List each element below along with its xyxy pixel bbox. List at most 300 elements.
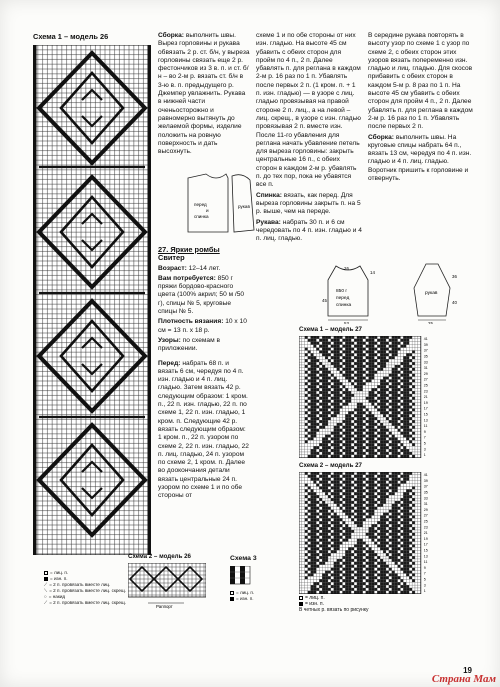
chart-cell <box>311 432 314 435</box>
chart-cell <box>386 524 389 527</box>
chart-cell <box>392 429 395 432</box>
chart-cell <box>366 443 369 446</box>
chart-cell <box>412 574 415 577</box>
chart-cell <box>409 397 412 400</box>
chart-cell <box>345 550 348 553</box>
chart-cell <box>331 371 334 374</box>
chart-cell <box>403 495 406 498</box>
chart-cell <box>360 472 363 475</box>
chart-cell <box>383 397 386 400</box>
chart-cell <box>340 556 343 559</box>
chart-cell <box>403 507 406 510</box>
chart-cell <box>395 400 398 403</box>
chart-cell <box>409 536 412 539</box>
chart-cell <box>308 516 311 519</box>
chart-cell <box>345 348 348 351</box>
chart-cell <box>392 426 395 429</box>
row-number: 11 <box>423 424 428 429</box>
chart-cell <box>383 382 386 385</box>
chart-cell <box>392 356 395 359</box>
chart-cell <box>348 403 351 406</box>
chart-cell <box>401 510 404 513</box>
chart-cell <box>305 504 308 507</box>
chart-cell <box>351 368 354 371</box>
row-number: 27 <box>423 513 428 518</box>
chart-cell <box>331 530 334 533</box>
chart-cell <box>409 362 412 365</box>
chart-cell <box>354 385 357 388</box>
chart-cell <box>412 504 415 507</box>
chart-cell <box>401 426 404 429</box>
chart-cell <box>348 391 351 394</box>
chart-cell <box>348 420 351 423</box>
chart-cell <box>311 487 314 490</box>
chart-cell <box>357 547 360 550</box>
chart-cell <box>383 539 386 542</box>
chart-cell <box>403 513 406 516</box>
chart-cell <box>314 394 317 397</box>
chart-cell <box>328 348 331 351</box>
chart-cell <box>316 423 319 426</box>
chart-cell <box>392 498 395 501</box>
chart-cell <box>369 385 372 388</box>
chart-cell <box>331 342 334 345</box>
chart-cell <box>377 353 380 356</box>
chart-cell <box>316 371 319 374</box>
chart-cell <box>366 489 369 492</box>
chart-cell <box>360 455 363 458</box>
chart-cell <box>372 498 375 501</box>
chart-cell <box>334 449 337 452</box>
chart-cell <box>345 568 348 571</box>
chart-cell <box>348 553 351 556</box>
chart-cell <box>377 397 380 400</box>
chart-cell <box>357 397 360 400</box>
chart-cell <box>403 545 406 548</box>
chart-cell <box>418 562 421 565</box>
chart-cell <box>409 429 412 432</box>
chart-cell <box>377 579 380 582</box>
chart-cell <box>360 507 363 510</box>
chart-cell <box>403 455 406 458</box>
chart-cell <box>369 452 372 455</box>
chart-cell <box>302 394 305 397</box>
chart-cell <box>389 382 392 385</box>
chart-cell <box>334 388 337 391</box>
chart-cell <box>395 516 398 519</box>
chart-cell <box>316 432 319 435</box>
chart-cell <box>383 406 386 409</box>
chart-cell <box>415 574 418 577</box>
chart-cell <box>406 351 409 354</box>
chart-cell <box>305 345 308 348</box>
chart-cell <box>311 391 314 394</box>
chart-cell <box>354 521 357 524</box>
chart-cell <box>325 576 328 579</box>
chart-cell <box>380 356 383 359</box>
chart-cell <box>334 556 337 559</box>
chart-cell <box>363 414 366 417</box>
chart-cell <box>340 429 343 432</box>
chart-cell <box>363 388 366 391</box>
chart-cell <box>372 507 375 510</box>
chart-cell <box>328 576 331 579</box>
chart-cell <box>351 443 354 446</box>
chart-cell <box>302 429 305 432</box>
chart-cell <box>395 382 398 385</box>
chart-cell <box>314 406 317 409</box>
chart-cell <box>328 336 331 339</box>
chart-cell <box>316 536 319 539</box>
chart-cell <box>343 530 346 533</box>
chart-cell <box>308 356 311 359</box>
chart-cell <box>316 547 319 550</box>
chart-cell <box>360 377 363 380</box>
chart-cell <box>377 455 380 458</box>
chart-cell <box>311 568 314 571</box>
chart-cell <box>380 374 383 377</box>
chart-cell <box>398 336 401 339</box>
chart-cell <box>354 472 357 475</box>
chart-cell <box>363 565 366 568</box>
chart-cell <box>377 339 380 342</box>
chart-cell <box>374 542 377 545</box>
chart-cell <box>316 527 319 530</box>
chart-cell <box>418 478 421 481</box>
chart-cell <box>412 423 415 426</box>
chart-cell <box>331 339 334 342</box>
chart-cell <box>406 440 409 443</box>
chart-cell <box>380 536 383 539</box>
chart-cell <box>351 452 354 455</box>
chart-cell <box>398 542 401 545</box>
chart-cell <box>334 518 337 521</box>
chart-cell <box>415 475 418 478</box>
chart-cell <box>369 397 372 400</box>
chart-cell <box>403 492 406 495</box>
chart-cell <box>363 411 366 414</box>
chart-cell <box>377 475 380 478</box>
chart-cell <box>343 501 346 504</box>
chart-cell <box>380 498 383 501</box>
chart-cell <box>325 368 328 371</box>
chart-cell <box>311 342 314 345</box>
chart-cell <box>389 571 392 574</box>
chart-cell <box>337 527 340 530</box>
chart-cell <box>363 403 366 406</box>
chart-cell <box>357 336 360 339</box>
chart-cell <box>366 472 369 475</box>
chart-cell <box>334 495 337 498</box>
chart-cell <box>322 498 325 501</box>
chart-cell <box>322 487 325 490</box>
chart-cell <box>328 385 331 388</box>
chart-cell <box>328 420 331 423</box>
diagram-40: 40 <box>452 300 457 305</box>
chart-cell <box>386 516 389 519</box>
chart-cell <box>401 579 404 582</box>
chart-cell <box>369 487 372 490</box>
chart-cell <box>389 556 392 559</box>
chart-cell <box>302 591 305 594</box>
chart-cell <box>308 556 311 559</box>
chart-cell <box>308 550 311 553</box>
chart-cell <box>363 365 366 368</box>
chart-cell <box>377 545 380 548</box>
chart-cell <box>374 356 377 359</box>
chart-cell <box>308 339 311 342</box>
chart-cell <box>302 576 305 579</box>
sweater-sketch-26 <box>176 170 258 240</box>
chart-cell <box>395 579 398 582</box>
chart-cell <box>406 356 409 359</box>
chart-cell <box>325 536 328 539</box>
chart-cell <box>372 348 375 351</box>
chart-cell <box>412 411 415 414</box>
chart-cell <box>337 524 340 527</box>
purl-square-icon <box>299 602 303 606</box>
chart-cell <box>305 435 308 438</box>
chart-cell <box>377 432 380 435</box>
chart-cell <box>369 406 372 409</box>
chart-cell <box>406 576 409 579</box>
chart-cell <box>418 388 421 391</box>
chart-cell <box>401 565 404 568</box>
chart-cell <box>354 417 357 420</box>
chart-cell <box>345 345 348 348</box>
chart-cell <box>374 429 377 432</box>
chart-cell <box>354 438 357 441</box>
chart-cell <box>314 495 317 498</box>
chart-cell <box>369 351 372 354</box>
chart-cell <box>392 478 395 481</box>
chart-cell <box>351 576 354 579</box>
chart-cell <box>398 591 401 594</box>
chart-cell <box>412 518 415 521</box>
chart-cell <box>412 521 415 524</box>
chart-cell <box>389 582 392 585</box>
chart-cell <box>415 542 418 545</box>
chart-cell <box>308 365 311 368</box>
chart-cell <box>345 394 348 397</box>
chart-cell <box>372 559 375 562</box>
chart-cell <box>308 533 311 536</box>
chart-cell <box>337 353 340 356</box>
chart-cell <box>363 394 366 397</box>
chart-cell <box>345 553 348 556</box>
chart-cell <box>328 481 331 484</box>
chart-cell <box>340 481 343 484</box>
chart-cell <box>415 556 418 559</box>
chart-cell <box>398 487 401 490</box>
chart-cell <box>305 351 308 354</box>
chart-cell <box>389 489 392 492</box>
chart-cell <box>322 420 325 423</box>
chart-cell <box>305 547 308 550</box>
chart-cell <box>415 348 418 351</box>
chart-cell <box>372 394 375 397</box>
chart-cell <box>418 542 421 545</box>
chart-cell <box>331 423 334 426</box>
chart-cell <box>340 339 343 342</box>
chart-cell <box>377 385 380 388</box>
chart-cell <box>363 576 366 579</box>
chart-cell <box>305 481 308 484</box>
chart-cell <box>401 530 404 533</box>
chart-cell <box>348 388 351 391</box>
chart-cell <box>403 342 406 345</box>
chart-cell <box>351 409 354 412</box>
chart-cell <box>308 411 311 414</box>
chart-cell <box>389 391 392 394</box>
chart-cell <box>392 562 395 565</box>
chart-cell <box>383 518 386 521</box>
chart-cell <box>311 429 314 432</box>
chart-cell <box>377 362 380 365</box>
chart-cell <box>372 374 375 377</box>
chart-cell <box>409 365 412 368</box>
chart-cell <box>334 446 337 449</box>
chart-cell <box>366 559 369 562</box>
chart-cell <box>351 342 354 345</box>
chart-cell <box>305 359 308 362</box>
chart-cell <box>343 576 346 579</box>
chart-cell <box>389 411 392 414</box>
chart-cell <box>392 371 395 374</box>
chart-cell <box>398 409 401 412</box>
chart-cell <box>345 510 348 513</box>
chart-cell <box>322 527 325 530</box>
chart-cell <box>403 356 406 359</box>
chart-cell <box>299 510 302 513</box>
chart-cell <box>314 504 317 507</box>
chart-cell <box>360 536 363 539</box>
chart-cell <box>374 446 377 449</box>
chart-cell <box>311 585 314 588</box>
chart-cell <box>369 400 372 403</box>
chart-cell <box>398 513 401 516</box>
chart-cell <box>357 356 360 359</box>
chart-cell <box>374 504 377 507</box>
chart-cell <box>345 565 348 568</box>
chart-cell <box>372 588 375 591</box>
chart-cell <box>348 356 351 359</box>
chart-cell <box>372 385 375 388</box>
legend-item: = лиц. п. <box>50 570 69 575</box>
chart-cell <box>311 574 314 577</box>
chart-cell <box>392 368 395 371</box>
chart-cell <box>308 385 311 388</box>
chart-cell <box>354 426 357 429</box>
chart-cell <box>337 371 340 374</box>
chart-cell <box>372 353 375 356</box>
chart-cell <box>389 487 392 490</box>
chart-cell <box>325 420 328 423</box>
chart-cell <box>319 348 322 351</box>
chart-cell <box>398 452 401 455</box>
chart-cell <box>415 539 418 542</box>
chart-cell <box>389 545 392 548</box>
chart-cell <box>328 356 331 359</box>
chart-cell <box>372 484 375 487</box>
chart-cell <box>337 533 340 536</box>
chart-cell <box>302 455 305 458</box>
chart-cell <box>386 432 389 435</box>
chart-cell <box>334 362 337 365</box>
chart-cell <box>406 513 409 516</box>
chart-cell <box>316 478 319 481</box>
chart-cell <box>398 588 401 591</box>
chart-cell <box>351 571 354 574</box>
chart-cell <box>308 507 311 510</box>
chart-cell <box>343 478 346 481</box>
chart-cell <box>392 452 395 455</box>
chart-cell <box>363 588 366 591</box>
chart-cell <box>340 382 343 385</box>
chart-cell <box>360 336 363 339</box>
chart-cell <box>412 556 415 559</box>
chart-cell <box>398 377 401 380</box>
chart-cell <box>386 492 389 495</box>
chart-cell <box>316 553 319 556</box>
chart-cell <box>392 481 395 484</box>
chart-cell <box>319 524 322 527</box>
chart-cell <box>401 504 404 507</box>
chart-cell <box>322 446 325 449</box>
chart-cell <box>305 455 308 458</box>
chart-cell <box>380 420 383 423</box>
chart-cell <box>308 579 311 582</box>
chart-cell <box>311 403 314 406</box>
chart-cell <box>372 542 375 545</box>
chart-cell <box>340 588 343 591</box>
chart-cell <box>340 342 343 345</box>
chart-cell <box>334 498 337 501</box>
chart-cell <box>395 356 398 359</box>
chart-cell <box>377 501 380 504</box>
chart-cell <box>403 432 406 435</box>
chart-cell <box>360 492 363 495</box>
row-number: 35 <box>423 490 428 495</box>
chart-cell <box>372 432 375 435</box>
chart-cell <box>380 565 383 568</box>
chart-cell <box>401 536 404 539</box>
chart-cell <box>322 492 325 495</box>
chart-cell <box>403 426 406 429</box>
chart-cell <box>372 414 375 417</box>
chart-cell <box>369 498 372 501</box>
chart-cell <box>403 429 406 432</box>
chart-cell <box>406 420 409 423</box>
chart-cell <box>360 478 363 481</box>
chart-cell <box>380 377 383 380</box>
chart-cell <box>314 484 317 487</box>
chart-cell <box>412 429 415 432</box>
chart-cell <box>345 382 348 385</box>
chart-cell <box>383 403 386 406</box>
chart-cell <box>372 391 375 394</box>
chart-cell <box>386 498 389 501</box>
chart-cell <box>302 443 305 446</box>
chart-cell <box>372 545 375 548</box>
chart-cell <box>314 435 317 438</box>
chart-cell <box>311 443 314 446</box>
chart-cell <box>398 530 401 533</box>
chart-cell <box>319 359 322 362</box>
chart-cell <box>377 380 380 383</box>
chart-cell <box>409 484 412 487</box>
chart-cell <box>325 553 328 556</box>
